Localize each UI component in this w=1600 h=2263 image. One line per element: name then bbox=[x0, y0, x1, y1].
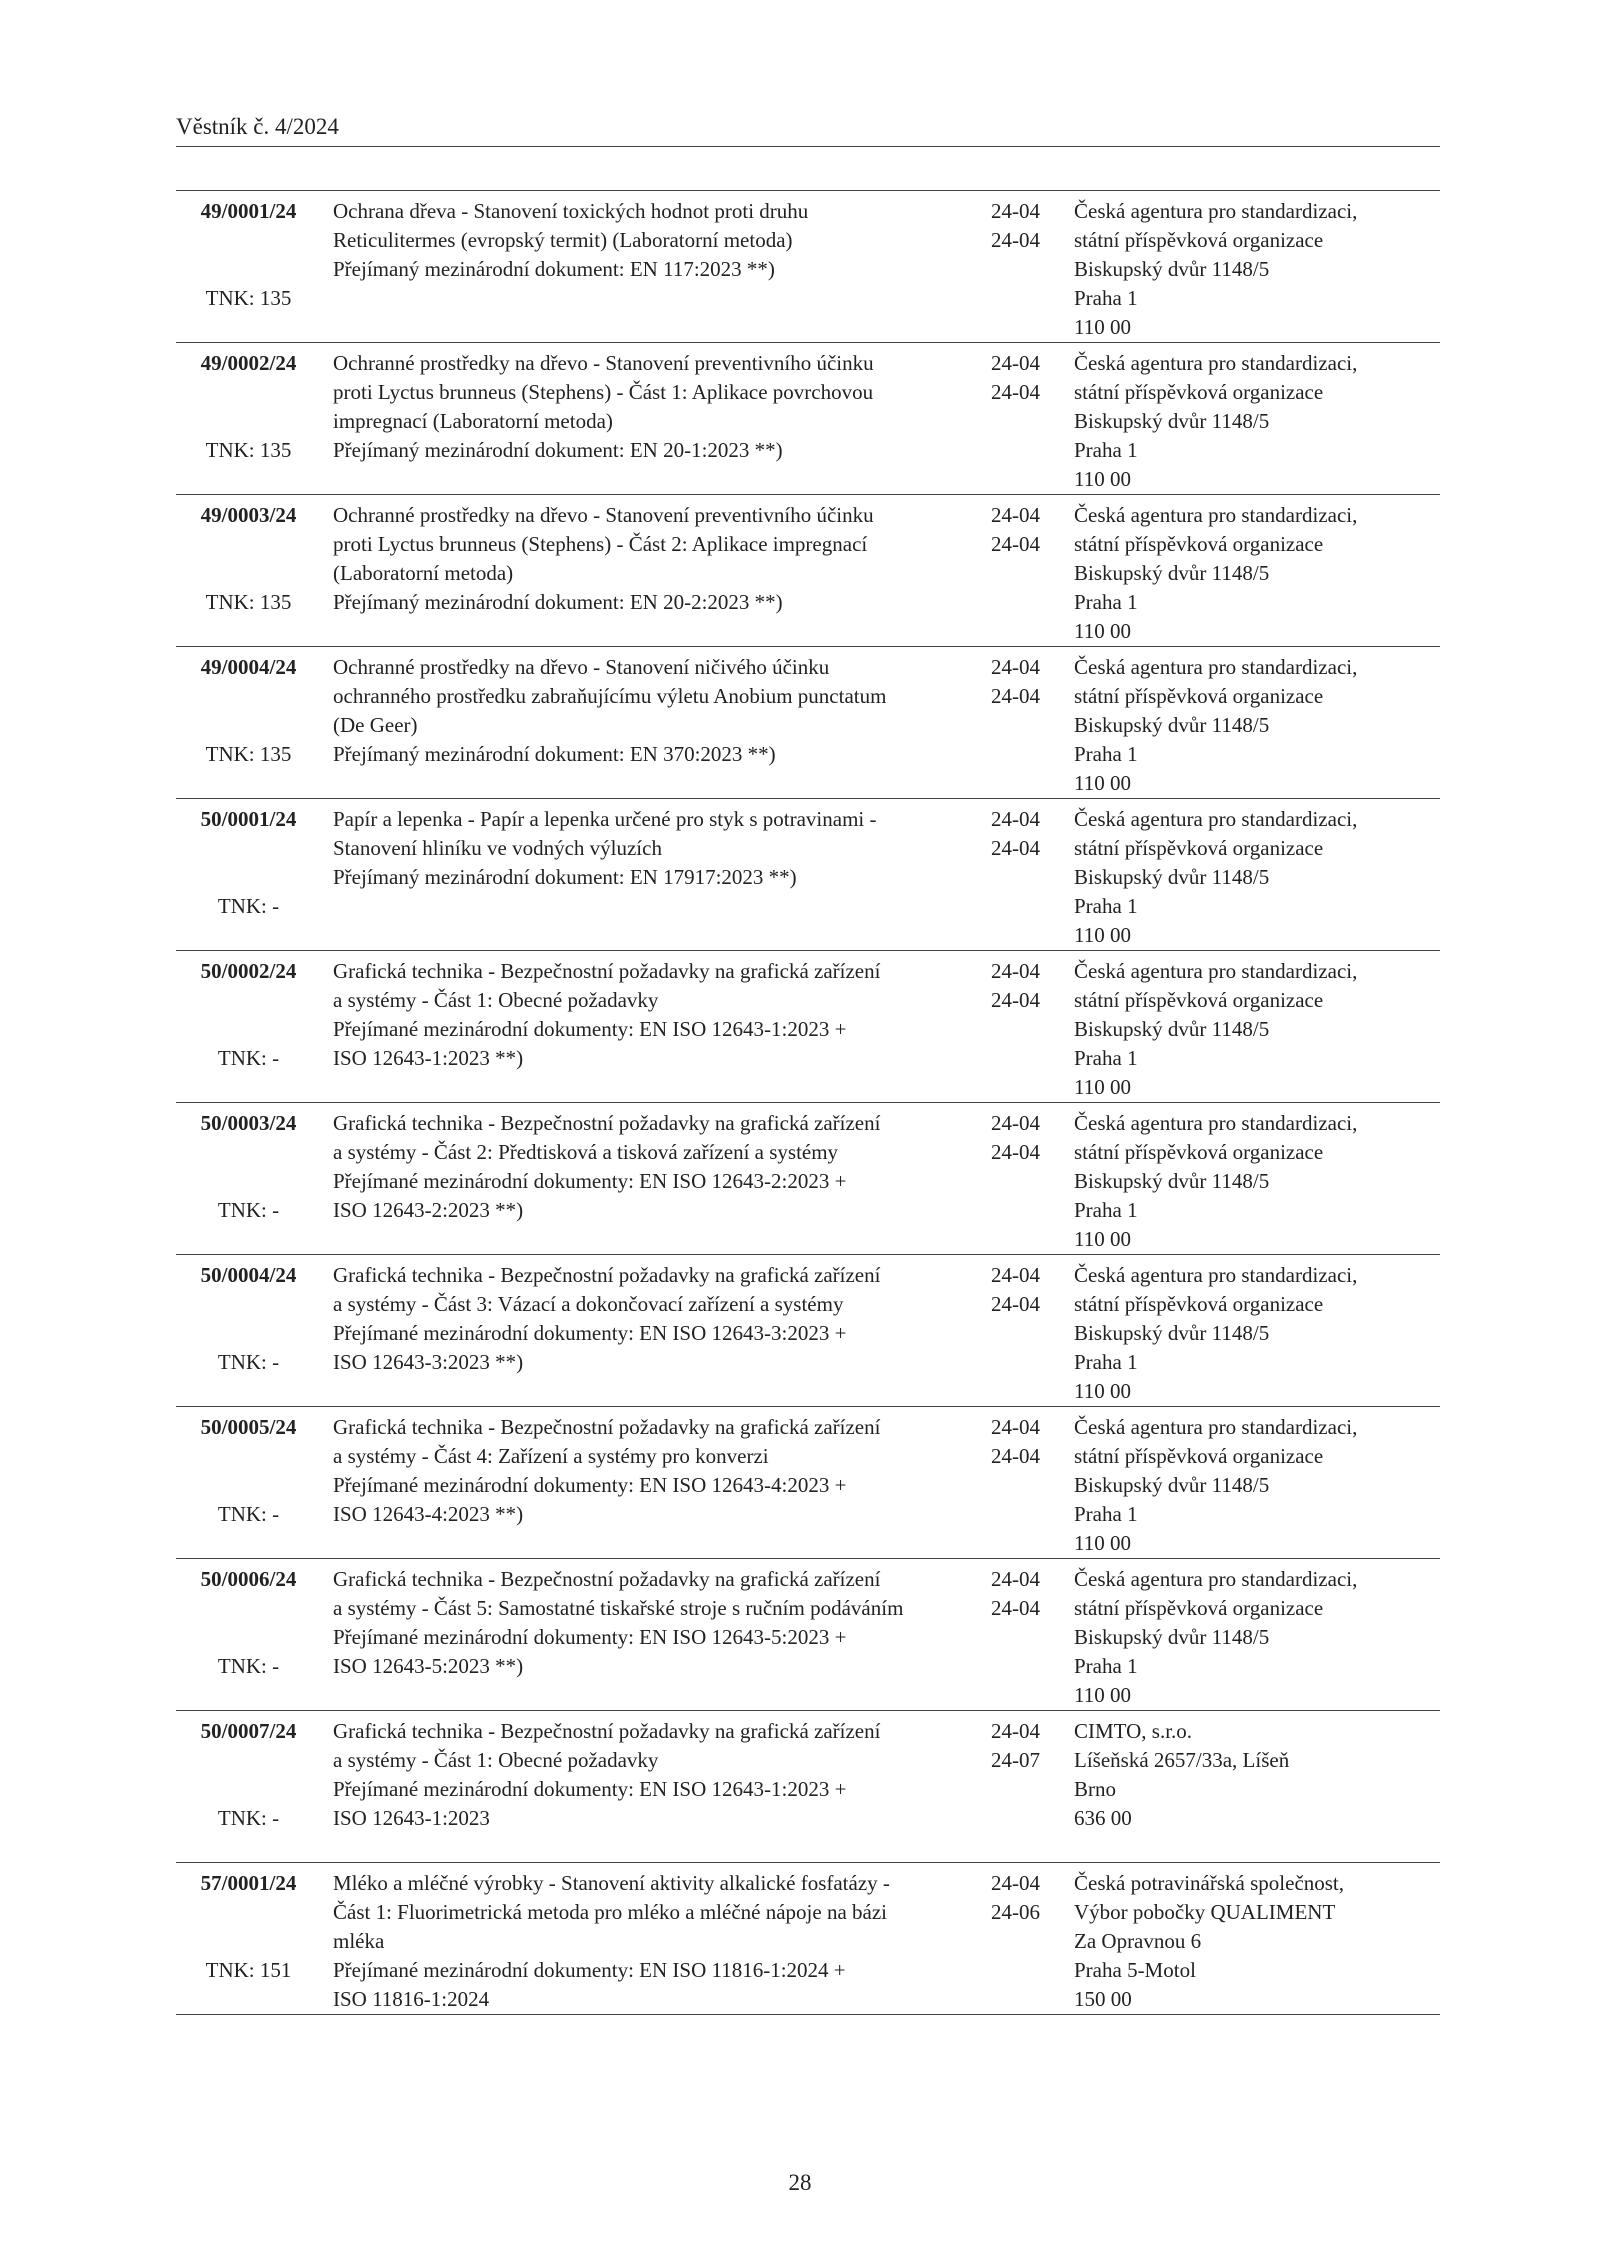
entry-title-line: impregnací (Laboratorní metoda) bbox=[333, 409, 613, 433]
entry-title-line: Přejímané mezinárodní dokumenty: EN ISO 11816-1:2024 + bbox=[333, 1958, 846, 1982]
entry-title-line: a systémy - Část 5: Samostatné tiskařské stroje s ručním podáváním bbox=[333, 1596, 904, 1620]
entry-title bbox=[321, 501, 981, 646]
entry-address-line: Líšeňská 2657/33a, Líšeň bbox=[1074, 1748, 1290, 1772]
table-row bbox=[176, 1863, 1440, 2015]
entry-title bbox=[321, 1261, 981, 1406]
entry-title-line: ISO 12643-5:2023 **) bbox=[333, 1654, 524, 1678]
entry-address-line: Česká agentura pro standardizaci, bbox=[1074, 1111, 1358, 1135]
entry-title-line: Přejímané mezinárodní dokumenty: EN ISO 12643-3:2023 + bbox=[333, 1321, 847, 1345]
entry-address-line: Česká agentura pro standardizaci, bbox=[1074, 199, 1358, 223]
entry-address-line: 110 00 bbox=[1074, 1075, 1131, 1099]
entry-address-line: Česká agentura pro standardizaci, bbox=[1074, 351, 1358, 375]
entry-address-line: státní příspěvková organizace bbox=[1074, 380, 1324, 404]
entry-tnk: TNK: 135 bbox=[205, 590, 292, 614]
entry-title bbox=[321, 1413, 981, 1558]
entry-title-line: Přejímané mezinárodní dokumenty: EN ISO 12643-5:2023 + bbox=[333, 1625, 847, 1649]
entry-address-line: státní příspěvková organizace bbox=[1074, 1444, 1324, 1468]
entry-dates bbox=[981, 805, 1056, 950]
entry-address-line: Praha 5-Motol bbox=[1074, 1958, 1196, 1982]
entry-address-line: Praha 1 bbox=[1074, 590, 1138, 614]
entry-title-line: Ochrana dřeva - Stanovení toxických hodnot proti druhu bbox=[333, 199, 809, 223]
entry-title-line: Přejímaný mezinárodní dokument: EN 20-2:2023 **) bbox=[333, 590, 783, 614]
table-row bbox=[176, 191, 1440, 343]
entry-title-line: Přejímané mezinárodní dokumenty: EN ISO 12643-1:2023 + bbox=[333, 1017, 847, 1041]
entry-title bbox=[321, 1109, 981, 1254]
entry-dates bbox=[981, 1413, 1056, 1558]
entry-address-line: Česká potravinářská společnost, bbox=[1074, 1871, 1345, 1895]
entry-code: 50/0004/24 bbox=[200, 1263, 297, 1287]
entry-address bbox=[1056, 1565, 1440, 1710]
entry-title-line: a systémy - Část 1: Obecné požadavky bbox=[333, 988, 659, 1012]
entry-title-line: Část 1: Fluorimetrická metoda pro mléko a mléčné nápoje na bázi bbox=[333, 1900, 887, 1924]
entry-address bbox=[1056, 349, 1440, 494]
entry-title-line: Grafická technika - Bezpečnostní požadavky na grafická zařízení bbox=[333, 1567, 881, 1591]
entry-id-cell bbox=[176, 1869, 321, 2014]
entry-address bbox=[1056, 1413, 1440, 1558]
entry-id-cell bbox=[176, 1565, 321, 1710]
entry-title bbox=[321, 957, 981, 1102]
entry-tnk: TNK: - bbox=[217, 894, 280, 918]
entry-address-line: státní příspěvková organizace bbox=[1074, 1596, 1324, 1620]
page-number: 28 bbox=[788, 2170, 812, 2195]
entry-id-cell bbox=[176, 805, 321, 950]
entry-address-line: Brno bbox=[1074, 1777, 1116, 1801]
entry-title bbox=[321, 349, 981, 494]
entry-title-line: mléka bbox=[333, 1929, 385, 1953]
entry-date: 24-04 bbox=[991, 1140, 1040, 1164]
entry-id-cell bbox=[176, 1109, 321, 1254]
entry-tnk: TNK: 135 bbox=[205, 286, 292, 310]
entry-title-line: Ochranné prostředky na dřevo - Stanovení preventivního účinku bbox=[333, 503, 874, 527]
entry-address-line: Česká agentura pro standardizaci, bbox=[1074, 959, 1358, 983]
entry-tnk: TNK: - bbox=[217, 1046, 280, 1070]
entry-address-line: Biskupský dvůr 1148/5 bbox=[1074, 1473, 1270, 1497]
entry-address-line: Praha 1 bbox=[1074, 894, 1138, 918]
entry-date: 24-04 bbox=[991, 807, 1040, 831]
entry-address-line: Biskupský dvůr 1148/5 bbox=[1074, 257, 1270, 281]
entry-code: 49/0003/24 bbox=[200, 503, 297, 527]
entry-address-line: 110 00 bbox=[1074, 315, 1131, 339]
entry-tnk: TNK: 151 bbox=[205, 1958, 292, 1982]
entry-title-line: ochranného prostředku zabraňujícímu výletu Anobium punctatum bbox=[333, 684, 887, 708]
entry-address-line: Praha 1 bbox=[1074, 438, 1138, 462]
entry-tnk: TNK: 135 bbox=[205, 438, 292, 462]
entry-date: 24-04 bbox=[991, 684, 1040, 708]
entry-address-line: Česká agentura pro standardizaci, bbox=[1074, 1263, 1358, 1287]
entry-title-line: Přejímaný mezinárodní dokument: EN 20-1:2023 **) bbox=[333, 438, 783, 462]
entry-date: 24-04 bbox=[991, 228, 1040, 252]
entry-address-line: státní příspěvková organizace bbox=[1074, 988, 1324, 1012]
entry-address-line: Praha 1 bbox=[1074, 1502, 1138, 1526]
entry-date: 24-04 bbox=[991, 1263, 1040, 1287]
entry-address-line: Za Opravnou 6 bbox=[1074, 1929, 1202, 1953]
entry-address bbox=[1056, 957, 1440, 1102]
entry-date: 24-04 bbox=[991, 503, 1040, 527]
entry-address-line: 110 00 bbox=[1074, 771, 1131, 795]
table-row bbox=[176, 647, 1440, 799]
entry-code: 57/0001/24 bbox=[200, 1871, 297, 1895]
entry-date: 24-04 bbox=[991, 836, 1040, 860]
entry-id-cell bbox=[176, 1717, 321, 1862]
entry-id-cell bbox=[176, 1261, 321, 1406]
entry-title-line: Grafická technika - Bezpečnostní požadavky na grafická zařízení bbox=[333, 1263, 881, 1287]
entry-address-line: 110 00 bbox=[1074, 1227, 1131, 1251]
entry-title bbox=[321, 653, 981, 798]
entry-title-line: proti Lyctus brunneus (Stephens) - Část 2: Aplikace impregnací bbox=[333, 532, 868, 556]
entry-address-line: Praha 1 bbox=[1074, 1046, 1138, 1070]
entry-title-line: Mléko a mléčné výrobky - Stanovení aktivity alkalické fosfatázy - bbox=[333, 1871, 890, 1895]
entry-date: 24-04 bbox=[991, 1596, 1040, 1620]
entry-title-line: ISO 12643-4:2023 **) bbox=[333, 1502, 524, 1526]
entry-title-line: Přejímaný mezinárodní dokument: EN 370:2023 **) bbox=[333, 742, 776, 766]
table-row bbox=[176, 343, 1440, 495]
entry-address-line: 110 00 bbox=[1074, 467, 1131, 491]
entry-title-line: Přejímaný mezinárodní dokument: EN 117:2023 **) bbox=[333, 257, 775, 281]
entry-dates bbox=[981, 349, 1056, 494]
entry-title-line: a systémy - Část 4: Zařízení a systémy pro konverzi bbox=[333, 1444, 769, 1468]
entry-title-line: proti Lyctus brunneus (Stephens) - Část 1: Aplikace povrchovou bbox=[333, 380, 874, 404]
entry-dates bbox=[981, 1565, 1056, 1710]
entry-id-cell bbox=[176, 957, 321, 1102]
entry-code: 49/0002/24 bbox=[200, 351, 297, 375]
entry-address bbox=[1056, 1717, 1440, 1862]
entry-title-line: (Laboratorní metoda) bbox=[333, 561, 514, 585]
entry-address bbox=[1056, 197, 1440, 342]
entry-title-line: ISO 12643-1:2023 bbox=[333, 1806, 490, 1830]
entries-table bbox=[176, 190, 1440, 2015]
entry-address-line: Česká agentura pro standardizaci, bbox=[1074, 655, 1358, 679]
entry-code: 50/0001/24 bbox=[200, 807, 297, 831]
entry-address-line: Biskupský dvůr 1148/5 bbox=[1074, 1321, 1270, 1345]
entry-dates bbox=[981, 653, 1056, 798]
entry-tnk: TNK: - bbox=[217, 1350, 280, 1374]
entry-tnk: TNK: 135 bbox=[205, 742, 292, 766]
entry-address-line: státní příspěvková organizace bbox=[1074, 532, 1324, 556]
entry-address bbox=[1056, 501, 1440, 646]
entry-date: 24-04 bbox=[991, 532, 1040, 556]
page-header bbox=[176, 112, 1440, 147]
entry-date: 24-04 bbox=[991, 1111, 1040, 1135]
entry-date: 24-04 bbox=[991, 351, 1040, 375]
entry-date: 24-06 bbox=[991, 1900, 1040, 1924]
entry-address-line: Praha 1 bbox=[1074, 742, 1138, 766]
entry-date: 24-04 bbox=[991, 380, 1040, 404]
entry-address-line: státní příspěvková organizace bbox=[1074, 1140, 1324, 1164]
entry-address-line: 110 00 bbox=[1074, 619, 1131, 643]
entry-address-line: Česká agentura pro standardizaci, bbox=[1074, 503, 1358, 527]
entry-code: 49/0001/24 bbox=[200, 199, 297, 223]
entry-code: 50/0007/24 bbox=[200, 1719, 297, 1743]
table-row bbox=[176, 1255, 1440, 1407]
entry-title bbox=[321, 1565, 981, 1710]
entry-code: 50/0003/24 bbox=[200, 1111, 297, 1135]
entry-title-line: a systémy - Část 1: Obecné požadavky bbox=[333, 1748, 659, 1772]
entry-title bbox=[321, 197, 981, 342]
entry-date: 24-04 bbox=[991, 1415, 1040, 1439]
entry-title bbox=[321, 1869, 981, 2014]
table-row bbox=[176, 1711, 1440, 1863]
entry-address-line: 636 00 bbox=[1074, 1806, 1132, 1830]
entry-dates bbox=[981, 1869, 1056, 2014]
table-row bbox=[176, 799, 1440, 951]
entry-title-line: Stanovení hliníku ve vodných výluzích bbox=[333, 836, 662, 860]
entry-tnk: TNK: - bbox=[217, 1198, 280, 1222]
entry-title bbox=[321, 1717, 981, 1862]
entry-date: 24-04 bbox=[991, 1444, 1040, 1468]
table-row bbox=[176, 951, 1440, 1103]
entry-title-line: ISO 12643-3:2023 **) bbox=[333, 1350, 524, 1374]
entry-address bbox=[1056, 653, 1440, 798]
entry-tnk: TNK: - bbox=[217, 1654, 280, 1678]
entry-address-line: CIMTO, s.r.o. bbox=[1074, 1719, 1193, 1743]
entry-title-line: (De Geer) bbox=[333, 713, 418, 737]
entry-id-cell bbox=[176, 197, 321, 342]
entry-title-line: Grafická technika - Bezpečnostní požadavky na grafická zařízení bbox=[333, 1415, 881, 1439]
entry-title-line: ISO 12643-2:2023 **) bbox=[333, 1198, 524, 1222]
entry-address-line: Praha 1 bbox=[1074, 286, 1138, 310]
entry-address-line: Biskupský dvůr 1148/5 bbox=[1074, 1017, 1270, 1041]
entry-date: 24-04 bbox=[991, 655, 1040, 679]
entry-address bbox=[1056, 1109, 1440, 1254]
entry-address-line: státní příspěvková organizace bbox=[1074, 228, 1324, 252]
entry-address bbox=[1056, 1261, 1440, 1406]
entry-title-line: a systémy - Část 3: Vázací a dokončovací zařízení a systémy bbox=[333, 1292, 844, 1316]
entry-code: 50/0002/24 bbox=[200, 959, 297, 983]
entry-id-cell bbox=[176, 1413, 321, 1558]
entry-code: 50/0005/24 bbox=[200, 1415, 297, 1439]
entry-address-line: státní příspěvková organizace bbox=[1074, 1292, 1324, 1316]
entry-dates bbox=[981, 1717, 1056, 1862]
entry-date: 24-04 bbox=[991, 959, 1040, 983]
entry-address-line: Biskupský dvůr 1148/5 bbox=[1074, 865, 1270, 889]
entry-address-line: státní příspěvková organizace bbox=[1074, 684, 1324, 708]
entry-dates bbox=[981, 197, 1056, 342]
entry-dates bbox=[981, 1261, 1056, 1406]
entry-address-line: Biskupský dvůr 1148/5 bbox=[1074, 561, 1270, 585]
entry-address-line: 150 00 bbox=[1074, 1987, 1132, 2011]
entry-address bbox=[1056, 1869, 1440, 2014]
table-row bbox=[176, 1103, 1440, 1255]
table-row bbox=[176, 1407, 1440, 1559]
entry-id-cell bbox=[176, 501, 321, 646]
entry-address-line: Praha 1 bbox=[1074, 1350, 1138, 1374]
entry-date: 24-04 bbox=[991, 1871, 1040, 1895]
entry-date: 24-07 bbox=[991, 1748, 1040, 1772]
entry-address-line: Česká agentura pro standardizaci, bbox=[1074, 807, 1358, 831]
entry-id-cell bbox=[176, 349, 321, 494]
entry-address-line: 110 00 bbox=[1074, 1379, 1131, 1403]
entry-address-line: Biskupský dvůr 1148/5 bbox=[1074, 409, 1270, 433]
entry-address-line: 110 00 bbox=[1074, 1531, 1131, 1555]
entry-title-line: Přejímané mezinárodní dokumenty: EN ISO 12643-4:2023 + bbox=[333, 1473, 847, 1497]
entry-dates bbox=[981, 501, 1056, 646]
entry-address-line: 110 00 bbox=[1074, 923, 1131, 947]
entry-title-line: Grafická technika - Bezpečnostní požadavky na grafická zařízení bbox=[333, 1719, 881, 1743]
entry-address-line: Biskupský dvůr 1148/5 bbox=[1074, 1169, 1270, 1193]
entry-code: 50/0006/24 bbox=[200, 1567, 297, 1591]
entry-title-line: Ochranné prostředky na dřevo - Stanovení ničivého účinku bbox=[333, 655, 830, 679]
entry-address-line: 110 00 bbox=[1074, 1683, 1131, 1707]
entry-address-line: Česká agentura pro standardizaci, bbox=[1074, 1415, 1358, 1439]
entry-date: 24-04 bbox=[991, 199, 1040, 223]
entry-code: 49/0004/24 bbox=[200, 655, 297, 679]
entry-address-line: Praha 1 bbox=[1074, 1198, 1138, 1222]
entry-title bbox=[321, 805, 981, 950]
entry-title-line: Ochranné prostředky na dřevo - Stanovení preventivního účinku bbox=[333, 351, 874, 375]
entry-title-line: Papír a lepenka - Papír a lepenka určené pro styk s potravinami - bbox=[333, 807, 877, 831]
entry-address-line: Praha 1 bbox=[1074, 1654, 1138, 1678]
entry-title-line: Reticulitermes (evropský termit) (Laboratorní metoda) bbox=[333, 228, 793, 252]
entry-address-line: Biskupský dvůr 1148/5 bbox=[1074, 713, 1270, 737]
entry-tnk: TNK: - bbox=[217, 1502, 280, 1526]
entry-title-line: ISO 12643-1:2023 **) bbox=[333, 1046, 524, 1070]
entry-title-line: Grafická technika - Bezpečnostní požadavky na grafická zařízení bbox=[333, 1111, 881, 1135]
entry-address bbox=[1056, 805, 1440, 950]
entry-address-line: Česká agentura pro standardizaci, bbox=[1074, 1567, 1358, 1591]
entry-date: 24-04 bbox=[991, 988, 1040, 1012]
table-row bbox=[176, 495, 1440, 647]
entry-title-line: Přejímaný mezinárodní dokument: EN 17917:2023 **) bbox=[333, 865, 797, 889]
entry-title-line: a systémy - Část 2: Předtisková a tisková zařízení a systémy bbox=[333, 1140, 839, 1164]
table-row bbox=[176, 1559, 1440, 1711]
entry-date: 24-04 bbox=[991, 1719, 1040, 1743]
entry-dates bbox=[981, 957, 1056, 1102]
entry-title-line: Přejímané mezinárodní dokumenty: EN ISO 12643-2:2023 + bbox=[333, 1169, 847, 1193]
entry-title-line: ISO 11816-1:2024 bbox=[333, 1987, 490, 2011]
bulletin-title: Věstník č. 4/2024 bbox=[176, 114, 339, 139]
entry-title-line: Přejímané mezinárodní dokumenty: EN ISO 12643-1:2023 + bbox=[333, 1777, 847, 1801]
entry-date: 24-04 bbox=[991, 1567, 1040, 1591]
entry-date: 24-04 bbox=[991, 1292, 1040, 1316]
entry-address-line: Biskupský dvůr 1148/5 bbox=[1074, 1625, 1270, 1649]
entry-address-line: Výbor pobočky QUALIMENT bbox=[1074, 1900, 1336, 1924]
entry-tnk: TNK: - bbox=[217, 1806, 280, 1830]
entry-id-cell bbox=[176, 653, 321, 798]
entry-address-line: státní příspěvková organizace bbox=[1074, 836, 1324, 860]
entry-title-line: Grafická technika - Bezpečnostní požadavky na grafická zařízení bbox=[333, 959, 881, 983]
entry-dates bbox=[981, 1109, 1056, 1254]
